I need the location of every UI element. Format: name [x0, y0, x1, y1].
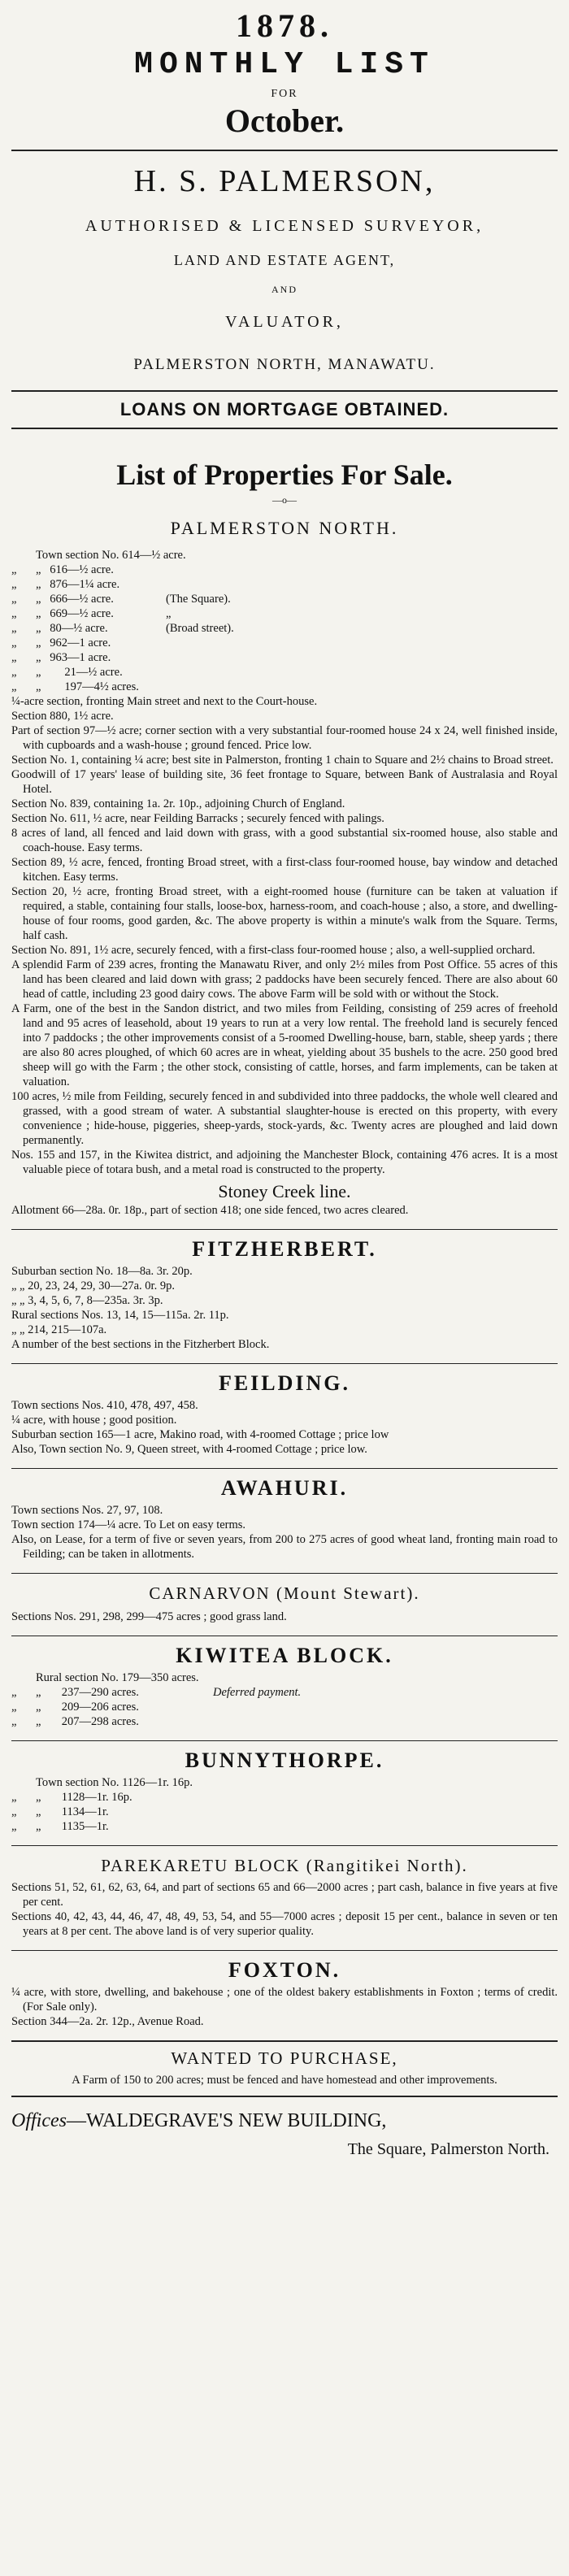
ditto-mark: „ [11, 1686, 17, 1699]
ditto-mark [11, 1670, 36, 1685]
divider [11, 390, 558, 392]
property-line: Sections 51, 52, 61, 62, 63, 64, and part of sections 65 and 66—2000 acres ; part cash, balance in five years at five per cent. [11, 1881, 558, 1909]
bunnythorpe-list [11, 1775, 558, 1834]
property-paragraph: ¼-acre section, fronting Main street and next to the Court-house. [11, 695, 318, 708]
awahuri-section [11, 1503, 558, 1562]
lot-text: Town section No. 614—½ acre. [36, 549, 186, 562]
property-paragraph: Section No. 839, containing 1a. 2r. 10p., adjoining Church of England. [11, 797, 345, 810]
list-item [11, 548, 558, 563]
for-label: FOR [271, 88, 298, 100]
property-paragraph: 8 acres of land, all fenced and laid down with grass, with a good substantial six-roomed house, also stable and coach-house. Easy terms. [11, 827, 558, 854]
ditto-mark: „ [11, 1820, 17, 1833]
stoney-heading: Stoney Creek line. [218, 1181, 351, 1201]
offices-line [11, 2109, 558, 2133]
lot-text: „ 616—½ acre. [36, 563, 114, 576]
list-item [11, 621, 558, 636]
lot-text: „ 197—4½ acres. [36, 680, 139, 693]
lot-text: „ 1128—1r. 16p. [36, 1791, 132, 1804]
lot-note: „ [166, 607, 172, 620]
property-line: ¼ acre, with store, dwelling, and bakehouse ; one of the oldest bakery establishments in Foxton ; terms of credit. (For Sale only). [11, 1986, 558, 2013]
property-paragraph: Part of section 97—½ acre; corner section with a very substantial four-roomed house 24 x 24, well finished inside, with cupboards and a wash-house ; ground fenced. Price low. [11, 724, 558, 752]
property-line: Sections 40, 42, 43, 44, 46, 47, 48, 49, 53, 54, and 55—7000 acres ; deposit 15 per cent., balance in seven or ten years at 8 per cent. The above land is of very superior quality. [11, 1910, 558, 1938]
ditto-mark: „ [11, 651, 17, 664]
lot-text: Town section No. 1126—1r. 16p. [36, 1776, 193, 1789]
property-paragraph: Goodwill of 17 years' lease of building site, 36 feet frontage to Square, between Bank of Australasia and Royal Hotel. [11, 768, 558, 796]
ornament: —o— [272, 494, 297, 506]
property-line: Section 344—2a. 2r. 12p., Avenue Road. [11, 2015, 204, 2028]
parekaretu-heading: PAREKARETU BLOCK (Rangitikei North). [101, 1856, 468, 1875]
ditto-mark: „ [11, 1715, 17, 1728]
list-item [11, 650, 558, 665]
divider [11, 1740, 558, 1741]
and-label: AND [271, 284, 298, 295]
document-page [11, 0, 558, 2576]
list-item [11, 1790, 558, 1805]
lot-text: „ 80—½ acre. [36, 622, 108, 635]
fitzherbert-section [11, 1264, 558, 1352]
property-paragraph: Section 89, ½ acre, fenced, fronting Broad street, with a first-class four-roomed house, bay window and detached kitchen. Easy terms. [11, 856, 558, 884]
divider [11, 1468, 558, 1469]
property-paragraph: Section 20, ½ acre, fronting Broad street, with a eight-roomed house (furniture can be taken at valuation if required, a stable, containing four stalls, loose-box, harness-room, and coach-house ; also, a store, and dwelling-house of four rooms, good garden, &c. The above property is within a minute's walk from the Square. Terms, half cash. [11, 885, 558, 942]
property-paragraph: Nos. 155 and 157, in the Kiwitea district, and adjoining the Manchester Block, containing 476 acres. It is a most valuable piece of totara bush, and a metal road is constructed to the property. [11, 1149, 558, 1176]
carnarvon-text: Sections Nos. 291, 298, 299—475 acres ; good grass land. [11, 1610, 287, 1623]
wanted-heading: WANTED TO PURCHASE, [171, 2048, 398, 2068]
list-title: MONTHLY LIST [134, 47, 435, 82]
parekaretu-section [11, 1880, 558, 1939]
divider [11, 1363, 558, 1364]
ditto-mark [11, 1775, 36, 1790]
bunnythorpe-heading: BUNNYTHORPE. [185, 1748, 384, 1772]
list-item [11, 1670, 558, 1685]
lot-text: „ 237—290 acres. [36, 1686, 139, 1699]
office-address: The Square, Palmerston North. [347, 2140, 549, 2158]
ditto-mark: „ [11, 593, 17, 606]
list-item [11, 577, 558, 592]
property-line: „ „ 20, 23, 24, 29, 30—27a. 0r. 9p. [11, 1279, 175, 1292]
deferred-payment-note: Deferred payment. [213, 1686, 302, 1699]
ditto-mark: „ [11, 680, 17, 693]
ditto-mark: „ [11, 607, 17, 620]
feilding-heading: FEILDING. [218, 1371, 351, 1395]
list-item [11, 592, 558, 606]
property-paragraph: 100 acres, ½ mile from Feilding, securely fenced in and subdivided into three paddocks, the whole well cleared and grassed, with a good stream of water. A substantial slaughter-house is erected on this property, with every convenience ; hide-house, piggeries, sheep-yards, stock-yards, &c. Twenty acres are ploughed and laid down permanently. [11, 1090, 558, 1147]
foxton-section [11, 1985, 558, 2029]
lot-text: „ 666—½ acre. [36, 593, 114, 606]
property-line: ¼ acre, with house ; good position. [11, 1414, 177, 1427]
property-line: Suburban section No. 18—8a. 3r. 20p. [11, 1265, 193, 1278]
agent-address: PALMERSTON NORTH, MANAWATU. [133, 356, 436, 373]
ditto-mark: „ [11, 1791, 17, 1804]
feilding-section [11, 1398, 558, 1457]
ditto-mark: „ [11, 578, 17, 591]
divider [11, 150, 558, 151]
property-line: Also, Town section No. 9, Queen street, with 4-roomed Cottage ; price low. [11, 1443, 367, 1456]
ditto-mark: „ [11, 1805, 17, 1818]
wanted-text: A Farm of 150 to 200 acres; must be fenced and have homestead and other improvements. [72, 2074, 497, 2087]
divider [11, 1845, 558, 1846]
divider [11, 1573, 558, 1574]
property-line: „ „ 214, 215—107a. [11, 1323, 107, 1336]
agent-title-2: LAND AND ESTATE AGENT, [173, 252, 396, 268]
loans-heading: LOANS ON MORTGAGE OBTAINED. [119, 399, 450, 419]
property-line: „ „ 3, 4, 5, 6, 7, 8—235a. 3r. 3p. [11, 1294, 163, 1307]
lot-text: „ 962—1 acre. [36, 636, 111, 649]
fitzherbert-heading: FITZHERBERT. [192, 1237, 377, 1261]
ditto-mark [11, 548, 36, 563]
property-paragraph: A splendid Farm of 239 acres, fronting the Manawatu River, and only 2½ miles from Post Office. 55 acres of this land has been cleared and laid down with grass; 2 paddocks have been securely fenced. There are also about 60 head of cattle, including 23 good dairy cows. The above Farm will be sold with or without the Stock. [11, 958, 558, 1001]
property-line: Rural sections Nos. 13, 14, 15—115a. 2r. 11p. [11, 1309, 229, 1322]
carnarvon-heading: CARNARVON (Mount Stewart). [149, 1583, 420, 1603]
agent-title-3: VALUATOR, [225, 313, 344, 331]
ditto-mark: „ [11, 563, 17, 576]
property-paragraph: Section No. 891, 1½ acre, securely fenced, with a first-class four-roomed house ; also, a well-supplied orchard. [11, 944, 536, 957]
properties-title: List of Properties For Sale. [116, 458, 453, 491]
lot-text: „ 21—½ acre. [36, 666, 123, 679]
ditto-mark: „ [11, 636, 17, 649]
awahuri-heading: AWAHURI. [220, 1476, 349, 1500]
list-item [11, 1714, 558, 1729]
foxton-heading: FOXTON. [228, 1958, 341, 1982]
ditto-mark: „ [11, 1701, 17, 1714]
lot-text: Rural section No. 179—350 acres. [36, 1671, 199, 1684]
property-paragraph: Section 880, 1½ acre. [11, 710, 114, 723]
divider [11, 2096, 558, 2097]
lot-text: „ 1134—1r. [36, 1805, 109, 1818]
offices-label: Offices [11, 2110, 67, 2131]
property-line: Suburban section 165—1 acre, Makino road, with 4-roomed Cottage ; price low [11, 1428, 389, 1441]
property-paragraph: Section No. 1, containing ¼ acre; best site in Palmerston, fronting 1 chain to Square and 2½ chains to Broad street. [11, 754, 554, 767]
list-item [11, 680, 558, 694]
month: October. [224, 102, 345, 139]
divider [11, 428, 558, 429]
property-line: Also, on Lease, for a term of five or seven years, from 200 to 275 acres of good wheat land, fronting main road to Feilding; can be taken in allotments. [11, 1533, 558, 1561]
ditto-mark: „ [11, 622, 17, 635]
lot-text: „ 1135—1r. [36, 1820, 109, 1833]
stoney-text: Allotment 66—28a. 0r. 18p., part of section 418; one side fenced, two acres cleared. [11, 1204, 409, 1217]
lot-text: „ 876—1¼ acre. [36, 578, 120, 591]
lot-text: „ 209—206 acres. [36, 1701, 139, 1714]
divider [11, 1229, 558, 1230]
town-sections-list [11, 548, 558, 694]
property-line: Town sections Nos. 27, 97, 108. [11, 1504, 163, 1517]
kiwitea-section [11, 1670, 558, 1729]
list-item [11, 1775, 558, 1790]
list-item [11, 606, 558, 621]
offices-text: —WALDEGRAVE'S NEW BUILDING, [66, 2110, 387, 2131]
lot-note: (Broad street). [166, 622, 234, 635]
list-item [11, 636, 558, 650]
ditto-mark: „ [11, 666, 17, 679]
agent-name: H. S. PALMERSON, [133, 164, 436, 198]
list-item [11, 563, 558, 577]
list-item [11, 1819, 558, 1834]
list-item [11, 1805, 558, 1819]
year: 1878. [236, 7, 333, 44]
property-line: Town section 174—¼ acre. To Let on easy terms. [11, 1518, 246, 1531]
property-paragraph: A Farm, one of the best in the Sandon district, and two miles from Feilding, consisting of 259 acres of freehold land and 95 acres of leasehold, about 19 years to run at a very low rental. The freehold land is securely fenced into 7 paddocks ; the other improvements consist of a 5-roomed Dwelling-house, barn, stable, sheep yards ; there are also 80 acres ploughed, of which 60 acres are in wheat, yielding about 35 bushels to the acre. 250 good bred sheep will go with the Farm ; the other stock, consisting of cattle, horses, and farm implements, can be taken at valuation. [11, 1002, 558, 1088]
list-item [11, 665, 558, 680]
property-line: Town sections Nos. 410, 478, 497, 458. [11, 1399, 198, 1412]
lot-text: „ 963—1 acre. [36, 651, 111, 664]
list-item [11, 1700, 558, 1714]
lot-text: „ 207—298 acres. [36, 1715, 139, 1728]
palmerston-paragraphs [11, 694, 558, 1177]
property-line: A number of the best sections in the Fitzherbert Block. [11, 1338, 270, 1351]
divider [11, 1950, 558, 1951]
kiwitea-heading: KIWITEA BLOCK. [176, 1644, 393, 1667]
palmerston-section [11, 548, 558, 1177]
palmerston-heading: PALMERSTON NORTH. [170, 518, 399, 538]
lot-note: (The Square). [166, 593, 231, 606]
divider [11, 2040, 558, 2042]
lot-text: „ 669—½ acre. [36, 607, 114, 620]
property-paragraph: Section No. 611, ½ acre, near Feilding Barracks ; securely fenced with palings. [11, 812, 384, 825]
agent-title-1: AUTHORISED & LICENSED SURVEYOR, [85, 217, 484, 235]
kiwitea-list [11, 1670, 558, 1729]
